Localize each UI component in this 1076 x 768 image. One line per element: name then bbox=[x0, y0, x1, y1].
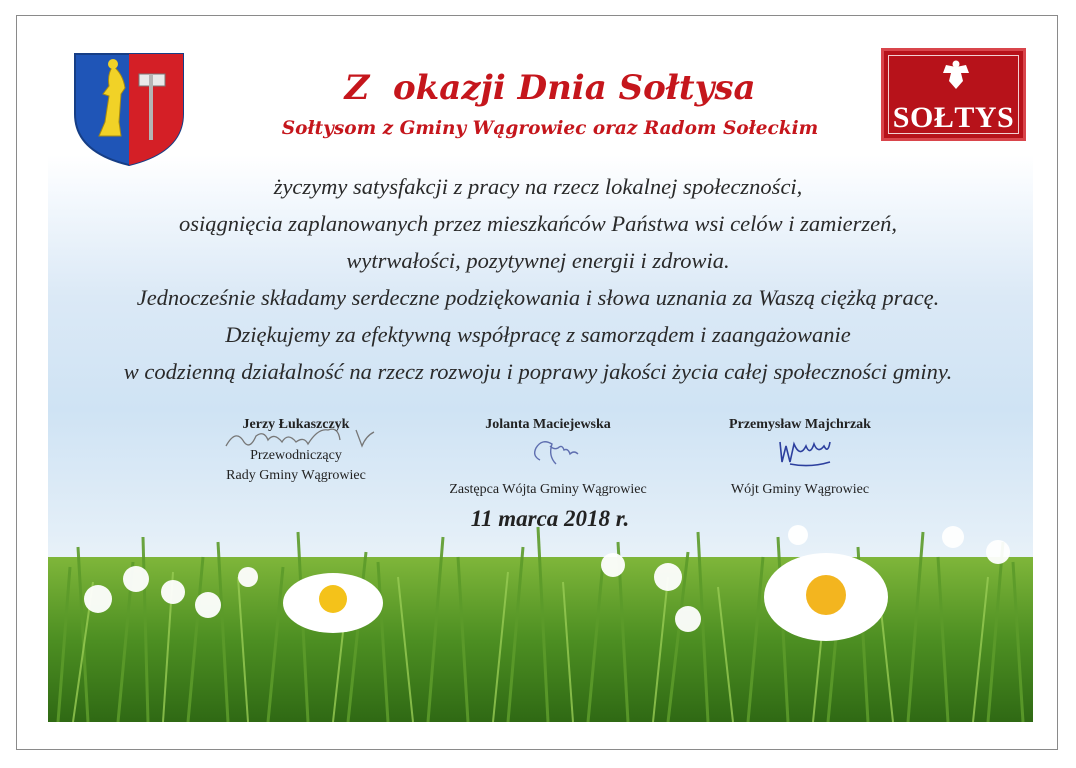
soltys-sign bbox=[881, 48, 1026, 141]
signer-role: Zastępca Wójta Gminy Wągrowiec bbox=[449, 482, 647, 497]
handwritten-signature-icon bbox=[488, 434, 608, 472]
sign-text: SOŁTYS bbox=[892, 101, 1015, 134]
wishes-line: wytrwałości, pozytywnej energii i zdrowia. bbox=[346, 248, 730, 273]
wishes-line: Jednocześnie składamy serdeczne podziękowania i słowa uznania za Waszą ciężką pracę. bbox=[136, 285, 940, 310]
daisy-left bbox=[283, 573, 383, 633]
handwritten-signature-icon bbox=[740, 434, 860, 472]
signer-role: Przewodniczący bbox=[250, 448, 342, 463]
coat-of-arms-icon bbox=[73, 52, 185, 167]
signature-block-chair bbox=[186, 416, 406, 486]
white-eagle-icon bbox=[942, 59, 970, 91]
wishes-line: życzymy satysfakcji z pracy na rzecz lokalnej społeczności, bbox=[273, 174, 803, 199]
wishes-text bbox=[70, 168, 1006, 390]
signer-role: Wójt Gminy Wągrowiec bbox=[730, 482, 870, 497]
signature-block-deputy bbox=[438, 416, 658, 500]
page-subtitle: Sołtysom z Gminy Wągrowiec oraz Radom Sołeckim bbox=[281, 118, 819, 139]
date-text: 11 marca 2018 r. bbox=[470, 506, 630, 531]
signer-name: Przemysław Majchrzak bbox=[729, 417, 871, 432]
grass-with-daisies-image bbox=[48, 507, 1033, 722]
signer-role: Rady Gminy Wągrowiec bbox=[226, 468, 366, 483]
signer-name: Jolanta Maciejewska bbox=[485, 417, 611, 432]
wishes-line: osiągnięcia zaplanowanych przez mieszkańców Państwa wsi celów i zamierzeń, bbox=[178, 211, 898, 236]
signature-block-mayor bbox=[690, 416, 910, 500]
wishes-line: w codzienną działalność na rzecz rozwoju i poprawy jakości życia całej społeczności gminy. bbox=[123, 359, 953, 384]
wishes-line: Dziękujemy za efektywną współpracę z samorządem i zaangażowanie bbox=[225, 322, 851, 347]
page-title: Z okazji Dnia Sołtysa bbox=[344, 68, 756, 108]
signer-name: Jerzy Łukaszczyk bbox=[242, 417, 350, 432]
daisy-right bbox=[764, 553, 888, 641]
